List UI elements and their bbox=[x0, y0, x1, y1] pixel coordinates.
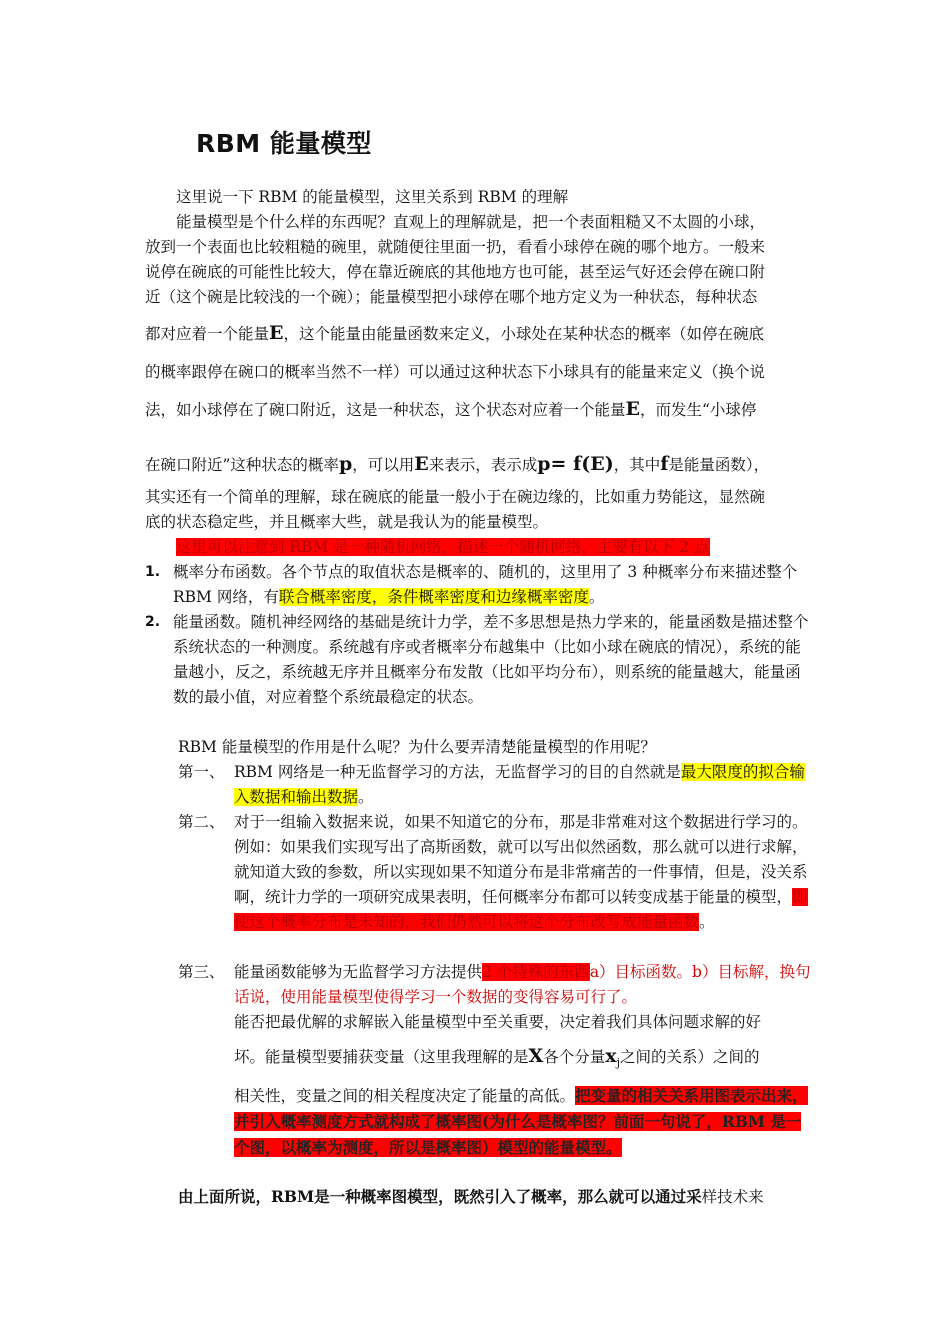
text-span: 都对应着一个能量 bbox=[145, 325, 270, 343]
text-span: 。 bbox=[358, 788, 374, 806]
text-span: 样技术来 bbox=[701, 1188, 764, 1206]
intro-line: 这里说一下 RBM 的能量模型，这里关系到 RBM 的理解 bbox=[176, 188, 569, 206]
paragraph-line: 的概率跟停在碗口的概率当然不一样）可以通过这种状态下小球具有的能量来定义（换个说 bbox=[145, 363, 766, 381]
paragraph-line: 说停在碗底的可能性比较大，停在靠近碗底的其他地方也可能，甚至运气好还会停在碗口附 bbox=[145, 263, 766, 281]
math-symbol: E bbox=[625, 398, 640, 420]
paragraph-line bbox=[145, 453, 769, 475]
list-item bbox=[145, 560, 815, 610]
text-span: ，可以用 bbox=[352, 456, 415, 474]
list-number: 2. bbox=[145, 614, 161, 630]
highlighted-note bbox=[176, 535, 710, 557]
conclusion-line bbox=[178, 1185, 764, 1207]
text-span: a）目标函数。b）目标解，换句话说，使用能量模型使得学习一个数据的变得容易可行了。 bbox=[234, 963, 811, 1006]
paragraph-line bbox=[145, 322, 764, 344]
item-second bbox=[178, 810, 818, 935]
item-text bbox=[234, 760, 818, 810]
item-label: 第三、 bbox=[178, 963, 225, 981]
item-label: 第二、 bbox=[178, 813, 225, 831]
list-number: 1. bbox=[145, 564, 161, 580]
item-text bbox=[234, 960, 818, 1010]
text-span: 来表示，表示成 bbox=[428, 456, 538, 474]
text-span: 是能量函数）， bbox=[668, 456, 770, 474]
text-span: 坏。能量模型要捕获变量（这里我理解的是 bbox=[234, 1048, 529, 1066]
text-span: 法，如小球停在了碗口附近，这是一种状态，这个状态对应着一个能量 bbox=[145, 401, 626, 419]
math-symbol: f bbox=[660, 453, 669, 475]
text-span: 能量函数能够为无监督学习方法提供 bbox=[234, 963, 483, 981]
text-span: 在碗口附近”这种状态的概率 bbox=[145, 456, 339, 474]
text-span: RBM 网络是一种无监督学习的方法，无监督学习的目的自然就是 bbox=[234, 763, 681, 781]
list-text: 。 bbox=[588, 588, 605, 606]
item-continuation bbox=[234, 1045, 760, 1069]
highlighted-text: 联合概率密度，条件概率密度和边缘概率密度 bbox=[278, 588, 589, 606]
numbered-list bbox=[145, 560, 815, 710]
math-formula: p= f(E) bbox=[537, 453, 614, 475]
math-symbol: p bbox=[338, 453, 353, 475]
text-span: 各个分量 bbox=[543, 1048, 606, 1066]
item-text bbox=[234, 810, 818, 935]
highlighted-text: 最大限度的拟合输入数据和输出数据 bbox=[234, 763, 805, 806]
list-item bbox=[145, 610, 815, 710]
text-span: ，其中 bbox=[613, 456, 661, 474]
math-symbol: x bbox=[605, 1045, 617, 1067]
text-span: 之间的关系）之间的 bbox=[620, 1048, 760, 1066]
item-continuation: 能否把最优解的求解嵌入能量模型中至关重要，决定着我们具体问题求解的好 bbox=[234, 1013, 762, 1031]
highlighted-text: 2 个特殊的东西 bbox=[482, 963, 590, 981]
text-span: ，而发生“小球停 bbox=[640, 401, 757, 419]
list-text: 能量函数。随机神经网络的基础是统计力学，差不多思想是热力学来的，能量函数是描述整个系统状态的一种测度。系统越有序或者概率分布越集中（比如小球在碗底的情况），系统的能量越小，反之，系统越无序并且概率分布发散（比如平均分布），则系统的能量越大，能量函数的最小值，对应着整个系统最稳定的状态。 bbox=[173, 613, 809, 706]
item-first bbox=[178, 760, 818, 810]
note-text: 这里可以注意到 RBM 是一种随机网络，描述一个随机网络，主要有以下 2 点 bbox=[176, 538, 710, 556]
math-subscript: j bbox=[616, 1056, 621, 1070]
paragraph-line: 能量模型是个什么样的东西呢？直观上的理解就是，把一个表面粗糙又不太圆的小球， bbox=[176, 213, 766, 231]
paragraph-line bbox=[145, 398, 756, 420]
paragraph-line: 其实还有一个简单的理解，球在碗底的能量一般小于在碗边缘的，比如重力势能这，显然碗 bbox=[145, 488, 766, 506]
math-symbol: E bbox=[414, 453, 429, 475]
math-symbol: E bbox=[269, 322, 284, 344]
bold-text: 由上面所说，RBM是一种概率图模型，既然引入了概率，那么就可以通过采 bbox=[178, 1187, 702, 1206]
item-label: 第一、 bbox=[178, 763, 225, 781]
math-symbol: X bbox=[528, 1045, 544, 1067]
highlighted-text: 把变量的相关关系用图表示出来，并引入概率测度方式就构成了概率图(为什么是概率图？前面一句说了，RBM 是一个图，以概率为测度，所以是概率图）模型的能量模型。 bbox=[234, 1086, 808, 1157]
highlighted-text: 即使这个概率分布是未知的，我们仍然可以将这个分布改写成能量函数 bbox=[234, 888, 808, 931]
text-span: 相关性，变量之间的相关程度决定了能量的高低。 bbox=[234, 1087, 576, 1105]
section-question: RBM 能量模型的作用是什么呢？为什么要弄清楚能量模型的作用呢？ bbox=[178, 738, 656, 756]
page-title: RBM 能量模型 bbox=[196, 129, 372, 158]
text-span: ，这个能量由能量函数来定义，小球处在某种状态的概率（如停在碗底 bbox=[283, 325, 765, 343]
item-continuation bbox=[234, 1083, 809, 1161]
text-span: 对于一组输入数据来说，如果不知道它的分布，那是非常难对这个数据进行学习的。例如：如果我们实现写出了高斯函数，就可以写出似然函数，那么就可以进行求解，就知道大致的参数，所以实现如果不知道分布是非常痛苦的一件事情，但是，没关系啊，统计力学的一项研究成果表明，任何概率分布都可以转变成基于能量的模型， bbox=[234, 813, 808, 906]
list-text: 概率分布函数。各个节点的取值状态是概率的、随机的，这里用了 3 种概率分布来描述整个 RBM 网络，有 bbox=[173, 563, 798, 606]
paragraph-line: 近（这个碗是比较浅的一个碗）；能量模型把小球停在哪个地方定义为一种状态，每种状态 bbox=[145, 288, 758, 306]
item-third bbox=[178, 960, 818, 1010]
paragraph-line: 放到一个表面也比较粗糙的碗里，就随便往里面一扔，看看小球停在碗的哪个地方。一般来 bbox=[145, 238, 766, 256]
paragraph-line: 底的状态稳定些，并且概率大些，就是我认为的能量模型。 bbox=[145, 513, 549, 531]
text-span: 。 bbox=[699, 913, 715, 931]
